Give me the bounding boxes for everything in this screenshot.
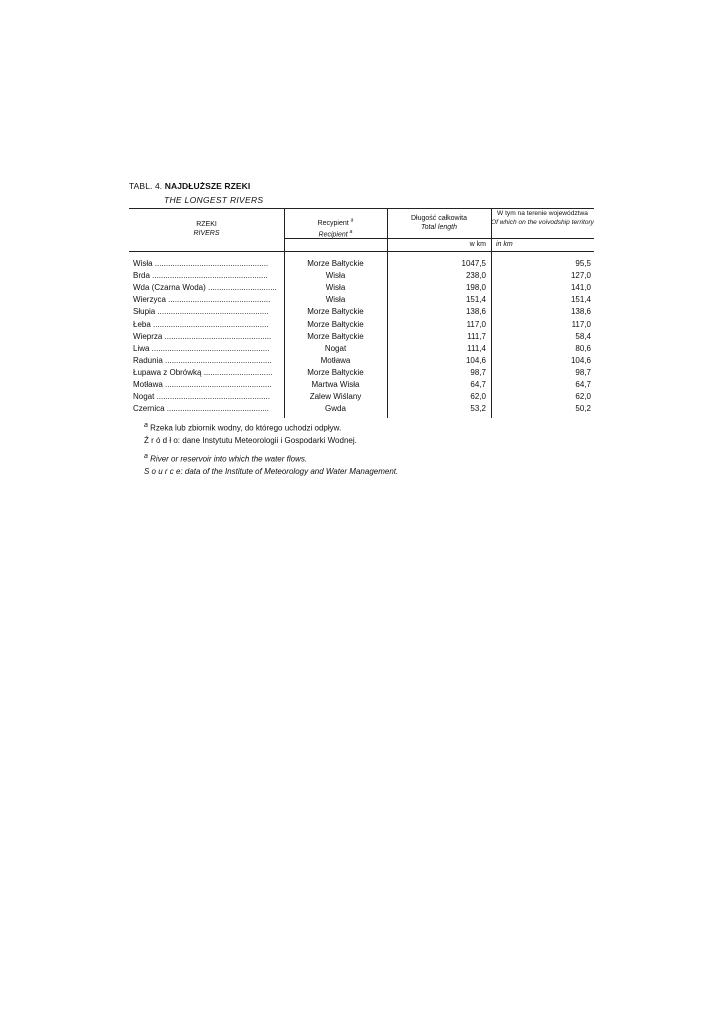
total-length: 111,7	[467, 331, 486, 341]
territory-length: 127,0	[570, 271, 591, 281]
total-length: 238,0	[465, 271, 486, 281]
total-length: 138,6	[465, 307, 486, 317]
footnote-a-pl	[144, 422, 341, 433]
total-length: 111,4	[467, 343, 486, 353]
table-title	[129, 181, 250, 191]
recipient: Wisła	[325, 271, 346, 281]
source-en	[144, 467, 398, 476]
footnote-a-en-text: River or reservoir into which the water flows.	[150, 454, 308, 464]
river-name: Łupawa z Obrówką ...............................	[133, 367, 273, 377]
river-name: Wda (Czarna Woda) ...............................	[133, 283, 277, 293]
territory-length: 98,7	[575, 367, 591, 377]
territory-length: 117,0	[571, 319, 591, 329]
unit-pl: w km	[469, 241, 486, 248]
recipient: Motława	[320, 355, 351, 365]
total-length: 62,0	[470, 392, 486, 402]
river-name: Słupia ..................................................	[133, 307, 269, 317]
table-row	[129, 343, 594, 355]
recipient: Morze Bałtyckie	[307, 367, 364, 377]
recipient: Gwda	[325, 404, 346, 414]
table-number: TABL. 4.	[129, 181, 163, 191]
total-length: 104,6	[465, 355, 486, 365]
recipient: Morze Bałtyckie	[307, 307, 364, 317]
recipient: Nogat	[324, 343, 347, 353]
table-row	[129, 270, 594, 282]
header-recipient	[284, 217, 387, 240]
territory-length: 151,4	[570, 295, 591, 305]
table-title-en: THE LONGEST RIVERS	[164, 195, 264, 205]
river-name: Łeba ....................................................	[133, 319, 269, 329]
header-territory-pl: W tym na terenie województwa	[497, 210, 588, 217]
header-recipient-en: Recipient	[318, 231, 348, 239]
river-name: Wisła ...................................................	[133, 259, 269, 268]
total-length: 1047,5	[461, 259, 486, 268]
recipient: Morze Bałtyckie	[307, 319, 364, 329]
table-row	[129, 319, 594, 331]
total-length: 198,0	[465, 283, 486, 293]
river-name: Wierzyca ..............................................	[133, 295, 271, 305]
table-row	[129, 282, 594, 294]
source-pl-text: dane Instytutu Meteorologii i Gospodarki Wodnej.	[180, 436, 357, 445]
total-length: 64,7	[470, 380, 486, 389]
river-name: Liwa .....................................................	[133, 343, 270, 353]
table-row	[129, 379, 594, 391]
territory-length: 50,2	[575, 404, 591, 414]
source-label-pl: Ź r ó d ł o:	[144, 436, 181, 445]
river-name: Wieprza ................................................	[133, 331, 272, 341]
table-row	[129, 403, 594, 415]
header-territory-en: Of which on the voivodship territory	[491, 219, 594, 226]
source-pl	[144, 436, 357, 445]
total-length: 98,7	[470, 367, 486, 377]
table-row	[129, 306, 594, 318]
total-length: 53,2	[470, 404, 486, 414]
header-bottom-rule	[129, 251, 594, 252]
total-length: 117,0	[466, 319, 486, 329]
table-row	[129, 258, 594, 270]
territory-length: 80,6	[575, 343, 591, 353]
header-length-pl: Długość całkowita	[410, 215, 468, 222]
territory-length: 64,7	[575, 380, 591, 389]
table-row	[129, 294, 594, 306]
header-length	[387, 214, 491, 232]
footnote-a-pl-text: Rzeka lub zbiornik wodny, do którego uchodzi odpływ.	[150, 423, 342, 433]
table-row	[129, 391, 594, 403]
header-rivers-pl: RZEKI	[196, 221, 217, 228]
river-name: Brda ....................................................	[133, 271, 268, 281]
header-territory	[491, 209, 594, 227]
river-name: Nogat ...................................................	[133, 392, 270, 402]
recipient: Zalew Wiślany	[309, 392, 362, 402]
river-name: Motława ................................................	[133, 380, 272, 389]
header-rivers-en: RIVERS	[193, 230, 220, 237]
territory-length: 141,0	[570, 283, 591, 293]
source-label-en: S o u r c e:	[144, 467, 183, 476]
unit-en: in km	[496, 241, 513, 248]
table-row	[129, 367, 594, 379]
footnote-mark: a	[144, 453, 148, 460]
table-title-pl: NAJDŁUŻSZE RZEKI	[164, 181, 251, 191]
territory-length: 95,5	[575, 259, 591, 268]
header-length-en: Total length	[421, 224, 457, 231]
footnote-a-en	[144, 453, 307, 464]
footnote-mark: a	[144, 422, 148, 429]
recipient: Wisła	[325, 295, 346, 305]
river-name: Czernica ..............................................	[133, 404, 270, 414]
territory-length: 104,6	[570, 355, 591, 365]
footnote-mark: a	[350, 218, 354, 224]
recipient: Wisła	[325, 283, 346, 293]
table-row	[129, 331, 594, 343]
recipient: Morze Bałtyckie	[307, 331, 364, 341]
total-length: 151,4	[465, 295, 486, 305]
source-en-text: data of the Institute of Meteorology and Water Management.	[182, 467, 399, 476]
header-recipient-pl: Recypient	[317, 220, 349, 228]
territory-length: 58,4	[575, 331, 591, 341]
river-name: Radunia ................................................	[133, 355, 272, 365]
header-rivers	[129, 220, 284, 238]
territory-length: 138,6	[570, 307, 591, 317]
territory-length: 62,0	[575, 392, 591, 402]
recipient: Morze Bałtyckie	[307, 259, 364, 268]
table-row	[129, 355, 594, 367]
footnote-mark: a	[349, 229, 353, 236]
recipient: Martwa Wisła	[311, 380, 360, 389]
